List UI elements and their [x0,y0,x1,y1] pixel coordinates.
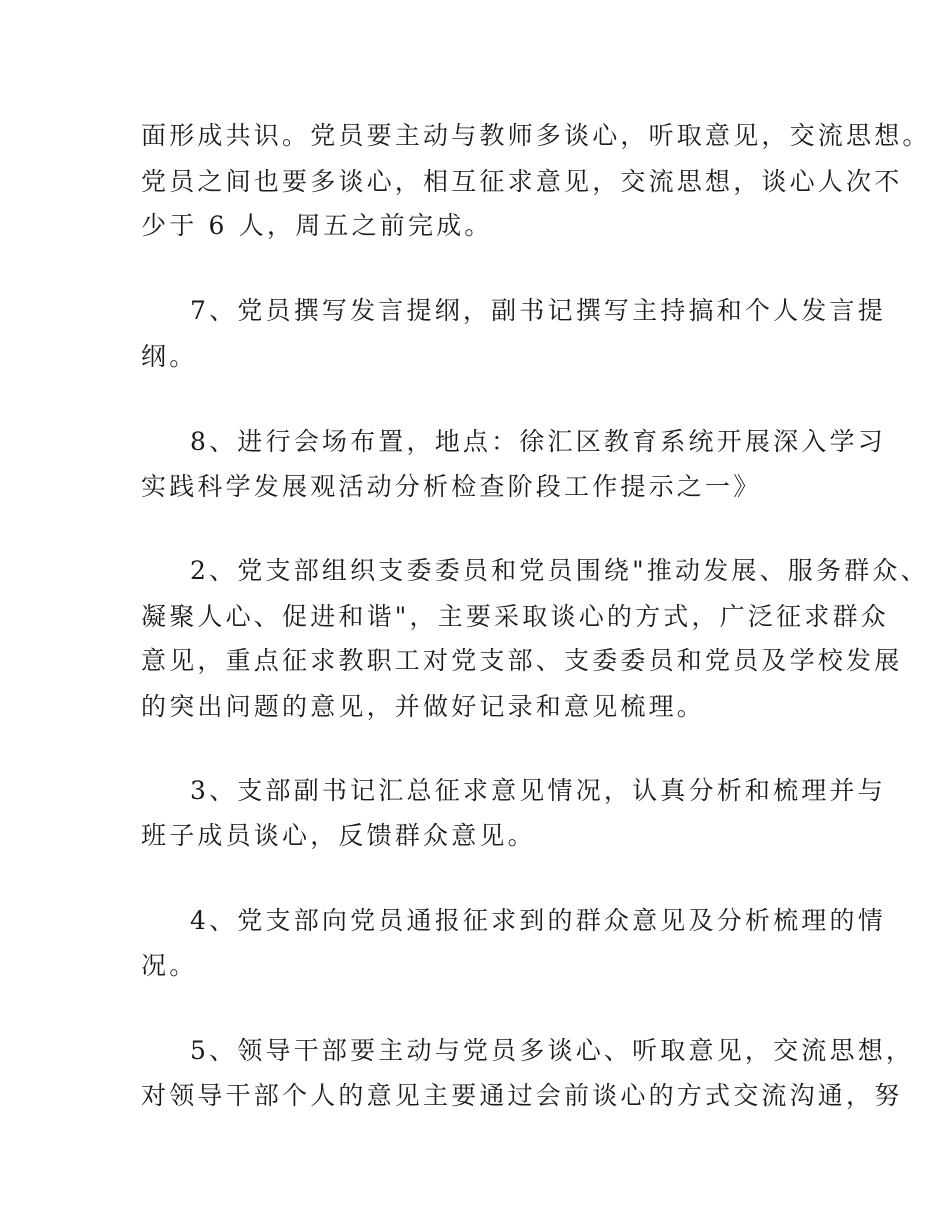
text-line-7: 实践科学发展观活动分析检查阶段工作提示之一》 [141,472,762,501]
text-line-4: 7、党员撰写发言提纲，副书记撰写主持搞和个人发言提 [190,296,886,325]
text-line-3: 少于 6 人，周五之前完成。 [141,211,493,240]
text-line-11: 的突出问题的意见，并做好记录和意见梳理。 [141,692,706,721]
text-line-16: 5、领导干部要主动与党员多谈心、听取意见，交流思想， [190,1036,915,1065]
text-line-10: 意见，重点征求教职工对党支部、支委委员和党员及学校发展 [141,646,903,675]
text-line-17: 对领导干部个人的意见主要通过会前谈心的方式交流沟通，努 [141,1081,903,1110]
text-line-6: 8、进行会场布置，地点：徐汇区教育系统开展深入学习 [190,427,886,456]
text-line-13: 班子成员谈心，反馈群众意见。 [141,821,536,850]
text-line-12: 3、支部副书记汇总征求意见情况，认真分析和梳理并与 [190,776,886,805]
text-line-1: 面形成共识。党员要主动与教师多谈心，听取意见，交流思想。 [141,121,931,150]
text-line-14: 4、党支部向党员通报征求到的群众意见及分析梳理的情 [190,906,886,935]
text-line-8: 2、党支部组织支委委员和党员围绕"推动发展、服务群众、 [190,556,929,585]
text-line-5: 纲。 [141,342,198,371]
text-line-2: 党员之间也要多谈心，相互征求意见，交流思想，谈心人次不 [141,167,903,196]
text-line-9: 凝聚人心、促进和谐"，主要采取谈心的方式，广泛征求群众 [141,602,889,631]
text-line-15: 况。 [141,951,198,980]
